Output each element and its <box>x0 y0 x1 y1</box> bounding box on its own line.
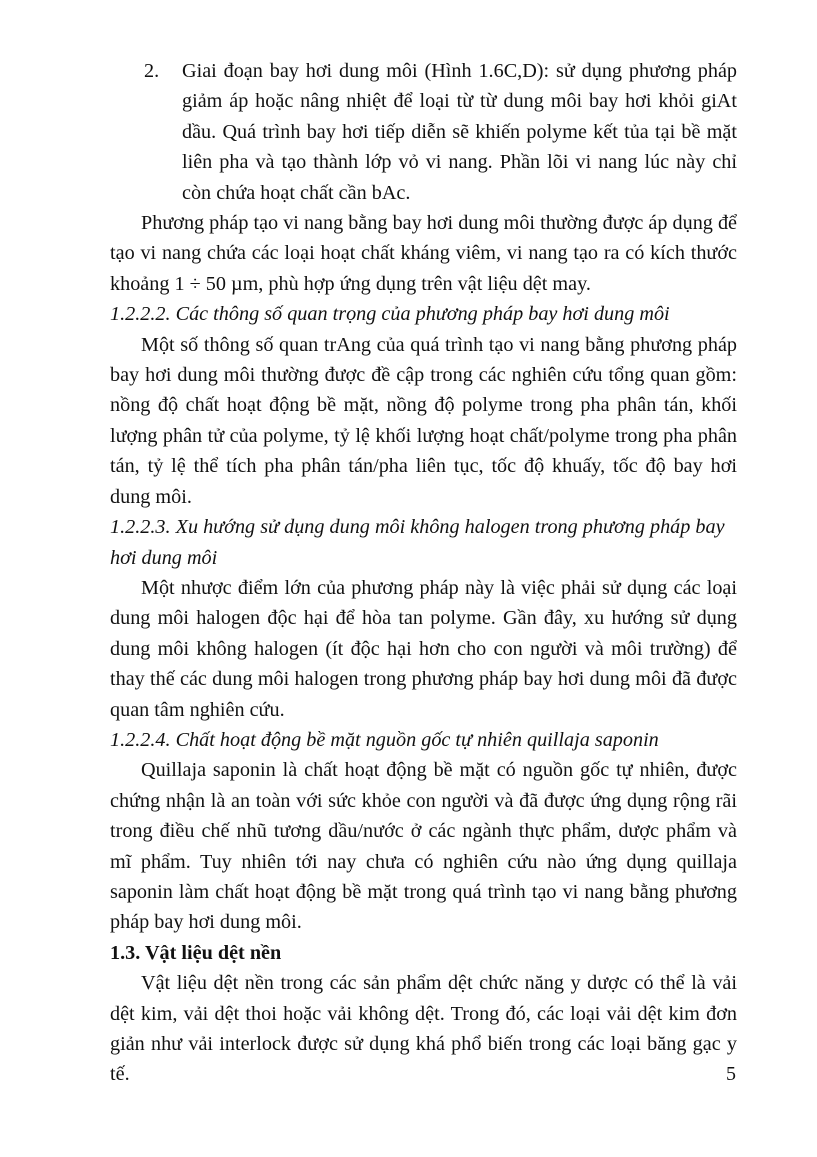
heading-1-2-2-4: 1.2.2.4. Chất hoạt động bề mặt nguồn gốc tự nhiên quillaja saponin <box>110 728 659 751</box>
paragraph-textile-substrate: Vật liệu dệt nền trong các sản phẩm dệt chức năng y dược có thể là vải dệt kim, vải dệt thoi hoặc vải không dệt. Trong đó, các loại vải dệt kim đơn giản như vải interlock được sử dụng khá phổ biến trong các loại băng gạc y tế. <box>110 972 737 1086</box>
list-item-text: Giai đoạn bay hơi dung môi (Hình 1.6C,D): sử dụng phương pháp giảm áp hoặc nâng nhiệt để loại từ từ dung môi bay hơi khỏi giAt dầu. Quá trình bay hơi tiếp diễn sẽ khiến polyme kết tủa tại bề mặt liên pha và tạo thành lớp vỏ vi nang. Phần lõi vi nang lúc này chỉ còn chứa hoạt chất cần bAc. <box>182 60 737 204</box>
document-page <box>110 56 737 1090</box>
heading-1-3: 1.3. Vật liệu dệt nền <box>110 941 282 964</box>
heading-1-2-2-2: 1.2.2.2. Các thông số quan trọng của phương pháp bay hơi dung môi <box>110 303 670 326</box>
paragraph-parameters: Một số thông số quan trAng của quá trình tạo vi nang bằng phương pháp bay hơi dung môi thường được đề cập trong các nghiên cứu tổng quan gồm: nồng độ chất hoạt động bề mặt, nồng độ polyme trong pha phân tán, khối lượng phân tử của polyme, tỷ lệ khối lượng hoạt chất/polyme trong pha phân tán, tỷ lệ thể tích pha phân tán/pha liên tục, tốc độ khuấy, tốc độ bay hơi dung môi. <box>110 333 737 508</box>
paragraph-quillaja-saponin: Quillaja saponin là chất hoạt động bề mặt có nguồn gốc tự nhiên, được chứng nhận là an toàn với sức khỏe con người và đã được ứng dụng rộng rãi trong điều chế nhũ tương dầu/nước ở các ngành thực phẩm, dược phẩm và mĩ phẩm. Tuy nhiên tới nay chưa có nghiên cứu nào ứng dụng quillaja saponin làm chất hoạt động bề mặt trong quá trình tạo vi nang bằng phương pháp bay hơi dung môi. <box>110 759 737 934</box>
list-number: 2. <box>144 60 160 82</box>
list-item <box>144 56 737 208</box>
heading-1-2-2-3: 1.2.2.3. Xu hướng sử dụng dung môi không halogen trong phương pháp bay hơi dung môi <box>110 516 725 569</box>
page-number: 5 <box>726 1063 736 1085</box>
paragraph-halogen-free: Một nhược điểm lớn của phương pháp này là việc phải sử dụng các loại dung môi halogen độc hại để hòa tan polyme. Gần đây, xu hướng sử dụng dung môi không halogen (ít độc hại hơn cho con người và môi trường) để thay thế các dung môi halogen trong phương pháp bay hơi dung môi đã được quan tâm nghiên cứu. <box>110 576 737 721</box>
paragraph-microcapsule-method: Phương pháp tạo vi nang bằng bay hơi dung môi thường được áp dụng để tạo vi nang chứa các loại hoạt chất kháng viêm, vi nang tạo ra có kích thước khoảng 1 ÷ 50 µm, phù hợp ứng dụng trên vật liệu dệt may. <box>110 212 737 295</box>
